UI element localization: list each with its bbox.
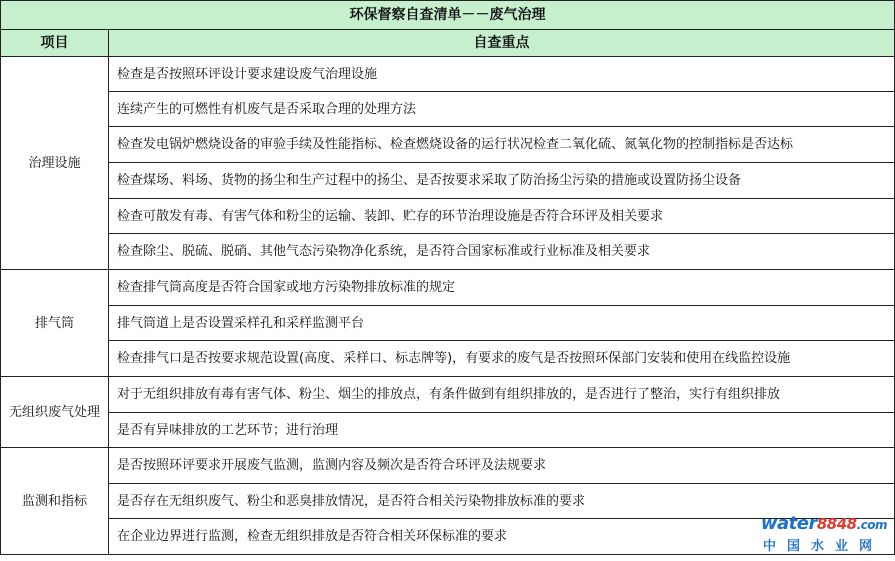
item-cell: 无组织废气处理 [1,377,109,448]
point-cell: 是否按照环评要求开展废气监测，监测内容及频次是否符合环评及法规要求 [109,448,895,484]
table-row [1,341,895,377]
header-item: 项目 [1,30,109,57]
point-cell: 检查发电锅炉燃烧设备的审验手续及性能指标、检查燃烧设备的运行状况检查二氧化硫、氮氧化物的控制指标是否达标 [109,127,895,163]
table-row [1,57,895,92]
watermark-brand-c: .com [856,518,887,532]
point-cell: 检查是否按照环评设计要求建设废气治理设施 [109,57,895,92]
table-row [1,377,895,413]
table-row [1,413,895,448]
table-row [1,234,895,270]
point-cell: 连续产生的可燃性有机废气是否采取合理的处理方法 [109,92,895,127]
table-row [1,270,895,306]
item-cell: 监测和指标 [1,448,109,555]
table-row [1,163,895,199]
watermark-cn: 中国水业网 [762,539,883,554]
table-row [1,92,895,127]
watermark-brand-a: water [760,513,817,534]
table-row [1,448,895,484]
point-cell: 排气筒道上是否设置采样孔和采样监测平台 [109,306,895,341]
watermark-logo [759,513,887,554]
point-cell: 检查除尘、脱硫、脱硝、其他气态污染物净化系统，是否符合国家标准或行业标准及相关要求 [109,234,895,270]
point-cell: 在企业边界进行监测，检查无组织排放是否符合相关环保标准的要求 [109,519,895,555]
table-row [1,199,895,234]
point-cell: 检查排气筒高度是否符合国家或地方污染物排放标准的规定 [109,270,895,306]
table-row [1,306,895,341]
point-cell: 检查排气口是否按要求规范设置(高度、采样口、标志牌等)，有要求的废气是否按照环保部门安装和使用在线监控设施 [109,341,895,377]
point-cell: 检查煤场、料场、货物的扬尘和生产过程中的扬尘、是否按要求采取了防治扬尘污染的措施或设置防扬尘设备 [109,163,895,199]
item-cell: 治理设施 [1,57,109,270]
point-cell: 对于无组织排放有毒有害气体、粉尘、烟尘的排放点，有条件做到有组织排放的，是否进行了整治，实行有组织排放 [109,377,895,413]
point-cell: 是否存在无组织废气、粉尘和恶臭排放情况，是否符合相关污染物排放标准的要求 [109,484,895,519]
point-cell: 检查可散发有毒、有害气体和粉尘的运输、装卸、贮存的环节治理设施是否符合环评及相关要求 [109,199,895,234]
header-points: 自查重点 [109,30,895,57]
table-row [1,127,895,163]
watermark-brand-b: 8848 [816,515,857,533]
item-cell: 排气筒 [1,270,109,377]
table-title: 环保督察自查清单－－废气治理 [1,1,895,30]
point-cell: 是否有异味排放的工艺环节；进行治理 [109,413,895,448]
